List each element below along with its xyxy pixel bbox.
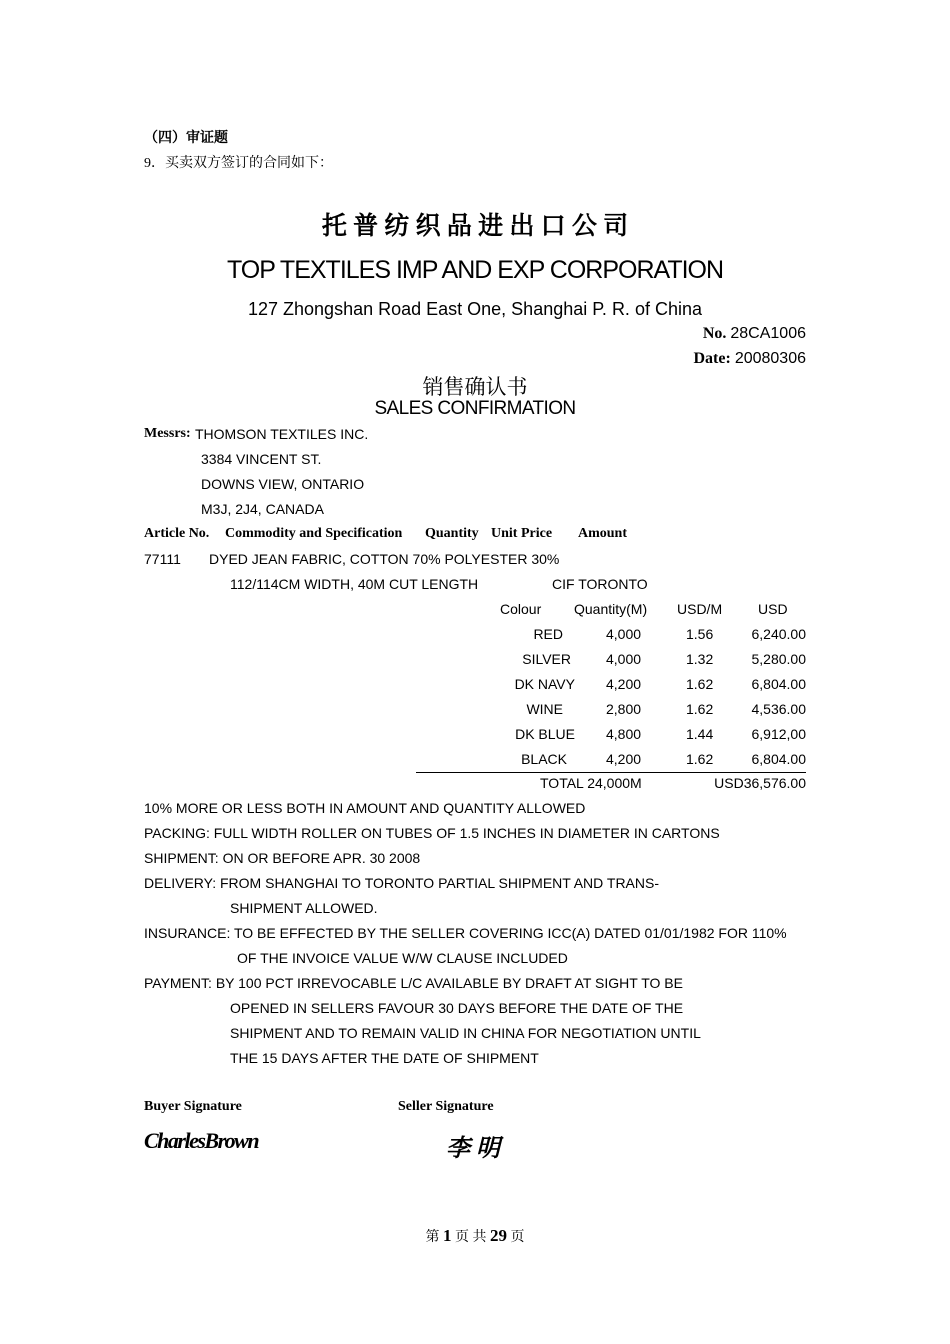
column-header-amount: Amount (578, 526, 628, 541)
contract-date (694, 350, 807, 368)
row-colour: WINE (526, 701, 563, 717)
footer-prefix: 第 (425, 1230, 440, 1245)
clause-insurance: INSURANCE: TO BE EFFECTED BY THE SELLER COVERING ICC(A) DATED 01/01/1982 FOR 110% (144, 925, 787, 941)
row-colour: DK NAVY (514, 676, 575, 692)
subtable-header-quantity: Quantity(M) (574, 601, 648, 617)
company-name-en: TOP TEXTILES IMP AND EXP CORPORATION (226, 256, 724, 284)
column-header-unit-price: Unit Price (491, 526, 553, 541)
row-unit-price: 1.62 (686, 701, 714, 717)
title-en: SALES CONFIRMATION (374, 398, 576, 419)
contract-number-value: 28CA1006 (730, 325, 806, 342)
clause-payment-continued: SHIPMENT AND TO REMAIN VALID IN CHINA FOR NEGOTIATION UNTIL (230, 1025, 701, 1041)
seller-signature-label: Seller Signature (398, 1099, 494, 1114)
footer-total-pages: 29 (490, 1226, 507, 1245)
column-header-commodity: Commodity and Specification (225, 526, 403, 541)
row-colour: SILVER (522, 651, 571, 667)
row-unit-price: 1.56 (686, 626, 714, 642)
clause-payment-continued: OPENED IN SELLERS FAVOUR 30 DAYS BEFORE THE DATE OF THE (230, 1000, 684, 1016)
total-amount: USD36,576.00 (714, 775, 806, 791)
clause-delivery-continued: SHIPMENT ALLOWED. (230, 900, 378, 916)
price-terms: CIF TORONTO (552, 576, 648, 592)
footer-page-number: 1 (443, 1226, 452, 1245)
clause-packing: PACKING: FULL WIDTH ROLLER ON TUBES OF 1.5 INCHES IN DIAMETER IN CARTONS (144, 825, 720, 841)
contract-number-label: No. (702, 325, 727, 342)
buyer-address-line: DOWNS VIEW, ONTARIO (201, 476, 365, 492)
row-amount: 5,280.00 (751, 651, 806, 667)
item-spec: 112/114CM WIDTH, 40M CUT LENGTH (230, 576, 479, 592)
clause-payment: PAYMENT: BY 100 PCT IRREVOCABLE L/C AVAILABLE BY DRAFT AT SIGHT TO BE (144, 975, 683, 991)
row-quantity: 4,800 (606, 726, 642, 742)
row-quantity: 4,000 (606, 651, 642, 667)
row-quantity: 2,800 (606, 701, 642, 717)
buyer-address-line: M3J, 2J4, CANADA (201, 501, 324, 517)
section-heading: （四）审证题 (144, 131, 228, 146)
company-name-cn: 托 普 纺 织 品 进 出 口 公 司 (321, 213, 629, 240)
clause-delivery: DELIVERY: FROM SHANGHAI TO TORONTO PARTIAL SHIPMENT AND TRANS- (144, 875, 660, 891)
row-quantity: 4,200 (606, 751, 642, 767)
row-colour: BLACK (521, 751, 567, 767)
row-amount: 6,912,00 (751, 726, 806, 742)
subtable-header-usd-per-m: USD/M (677, 601, 723, 617)
row-amount: 6,804.00 (751, 676, 806, 692)
contract-date-value: 20080306 (734, 350, 806, 367)
row-unit-price: 1.32 (686, 651, 714, 667)
buyer-signature: CharlesBrown (144, 1128, 259, 1153)
subtable-header-usd: USD (758, 601, 788, 617)
column-header-quantity: Quantity (425, 526, 479, 541)
clause-more-or-less: 10% MORE OR LESS BOTH IN AMOUNT AND QUANTITY ALLOWED (144, 800, 586, 816)
company-address: 127 Zhongshan Road East One, Shanghai P. R. of China (248, 299, 702, 319)
clause-insurance-continued: OF THE INVOICE VALUE W/W CLAUSE INCLUDED (237, 950, 568, 966)
clause-shipment: SHIPMENT: ON OR BEFORE APR. 30 2008 (144, 850, 421, 866)
row-unit-price: 1.62 (686, 751, 714, 767)
row-quantity: 4,000 (606, 626, 642, 642)
clause-payment-continued: THE 15 DAYS AFTER THE DATE OF SHIPMENT (230, 1050, 539, 1066)
footer-suffix: 页 (510, 1230, 525, 1245)
total-divider (416, 772, 806, 773)
row-amount: 6,240.00 (751, 626, 806, 642)
row-quantity: 4,200 (606, 676, 642, 692)
subtable-header-colour: Colour (500, 601, 542, 617)
buyer-name: THOMSON TEXTILES INC. (195, 426, 369, 442)
row-colour: DK BLUE (515, 726, 575, 742)
contract-number (703, 325, 806, 343)
item-description: DYED JEAN FABRIC, COTTON 70% POLYESTER 30% (209, 551, 560, 567)
total-quantity: TOTAL 24,000M (540, 775, 642, 791)
row-colour: RED (533, 626, 563, 642)
article-number: 77111 (144, 551, 181, 567)
page-footer (0, 1226, 950, 1246)
footer-middle: 页 共 (455, 1230, 487, 1245)
row-unit-price: 1.44 (686, 726, 714, 742)
buyer-signature-label: Buyer Signature (144, 1099, 242, 1114)
buyer-address-line: 3384 VINCENT ST. (201, 451, 322, 467)
column-header-article: Article No. (144, 526, 210, 541)
row-amount: 6,804.00 (751, 751, 806, 767)
row-amount: 4,536.00 (751, 701, 806, 717)
contract-date-label: Date: (693, 350, 731, 367)
title-cn: 销售确认书 (422, 375, 528, 399)
messrs-label: Messrs: (144, 426, 191, 441)
question-text: 9．买卖双方签订的合同如下： (144, 156, 333, 171)
seller-signature: 李 明 (446, 1136, 500, 1162)
row-unit-price: 1.62 (686, 676, 714, 692)
